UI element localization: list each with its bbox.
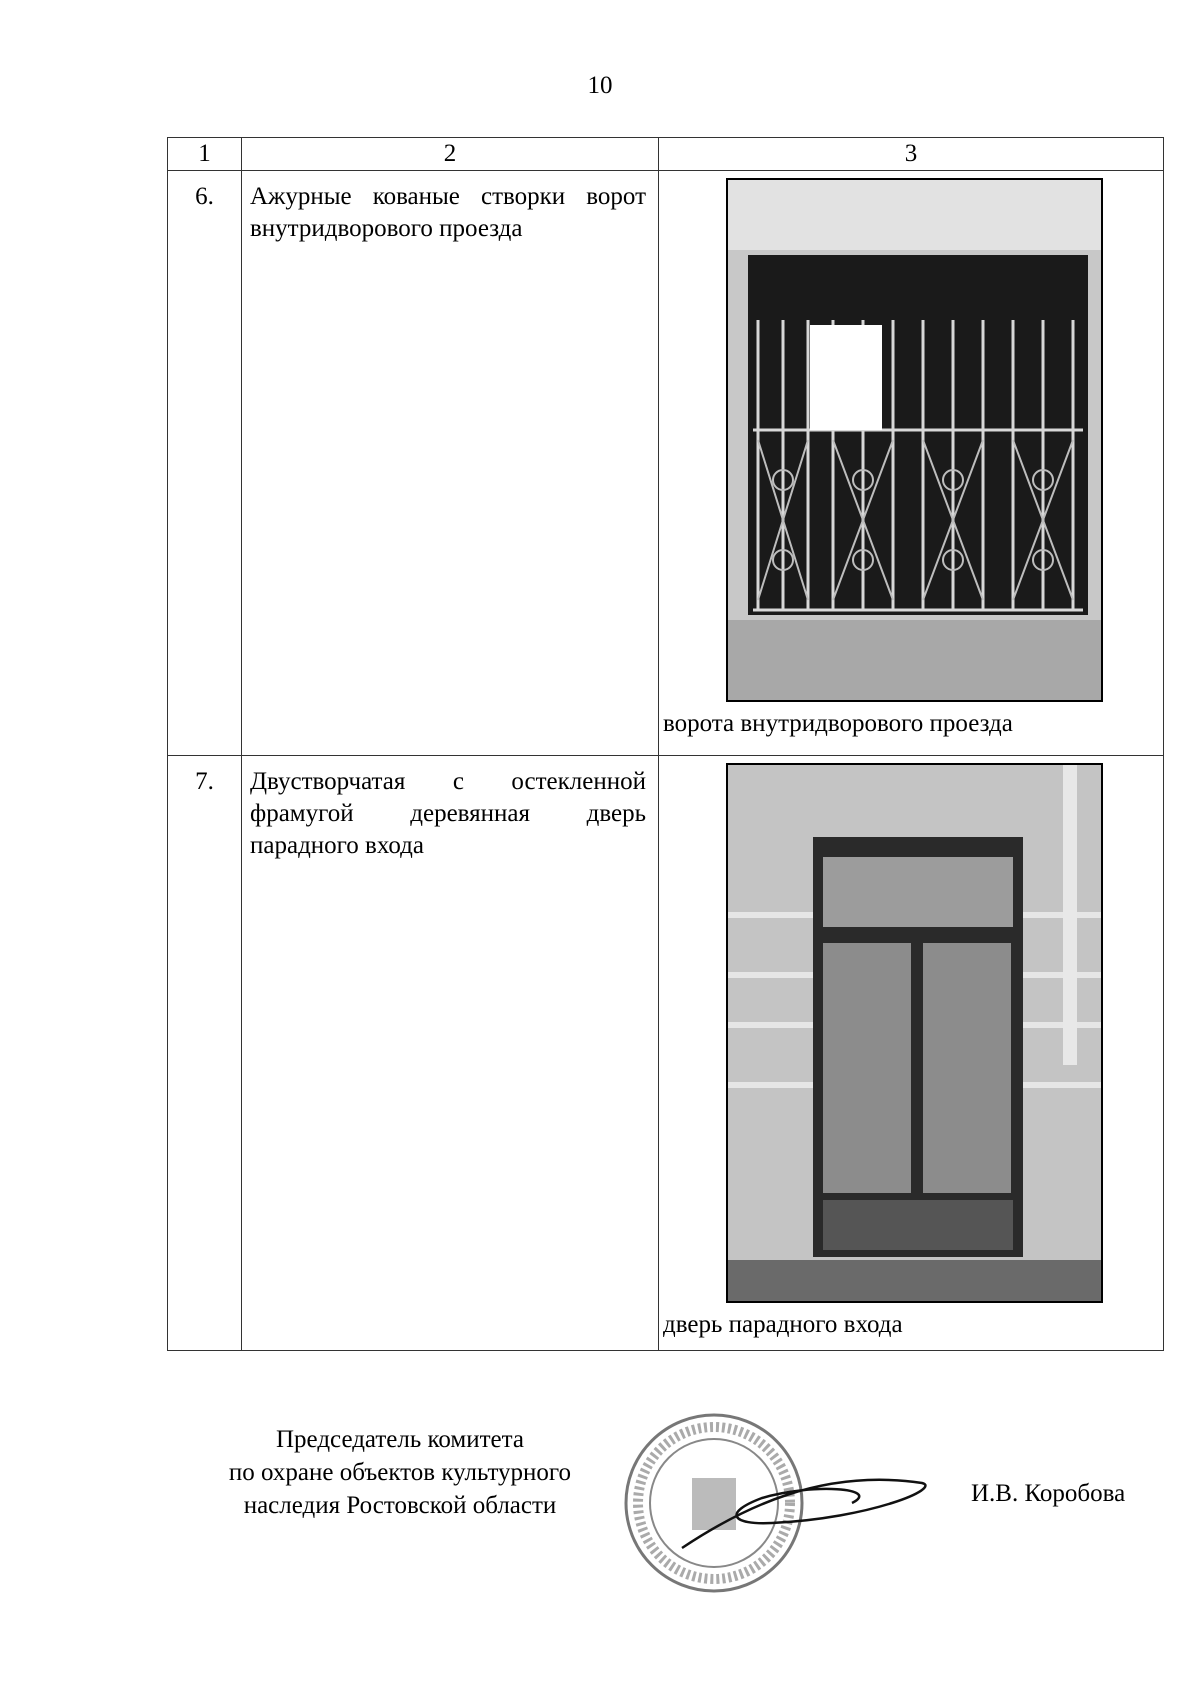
- signatory-title-line: наследия Ростовской области: [243, 1492, 557, 1519]
- row-description: Двустворчатая с остекленной фрамугой деревянная дверь парадного входа: [242, 756, 659, 1351]
- signatory-name: И.В. Коробова: [971, 1480, 1126, 1507]
- row-photo-cell: [659, 171, 1164, 756]
- photo-caption: дверь парадного входа: [663, 1311, 903, 1338]
- table-header-row: [168, 138, 1164, 171]
- row-photo-cell: [659, 756, 1164, 1351]
- row-number: 6.: [168, 171, 242, 756]
- objects-table: [167, 137, 1164, 1351]
- gate-photo: [726, 178, 1103, 702]
- signatory-title-line: по охране объектов культурного: [228, 1459, 572, 1486]
- header-col-1: 1: [168, 138, 242, 171]
- table-row: [168, 171, 1164, 756]
- table-row: [168, 756, 1164, 1351]
- row-number: 7.: [168, 756, 242, 1351]
- page-number: 10: [587, 72, 613, 99]
- door-photo: [726, 763, 1103, 1303]
- signatory-title-line: Председатель комитета: [276, 1426, 524, 1453]
- header-col-2: 2: [242, 138, 659, 171]
- photo-caption: ворота внутридворового проезда: [663, 710, 1013, 737]
- row-description: Ажурные кованые створки ворот внутридворового проезда: [242, 171, 659, 756]
- signatory-title: [190, 1423, 610, 1522]
- header-col-3: 3: [659, 138, 1164, 171]
- official-seal-icon: [622, 1388, 942, 1618]
